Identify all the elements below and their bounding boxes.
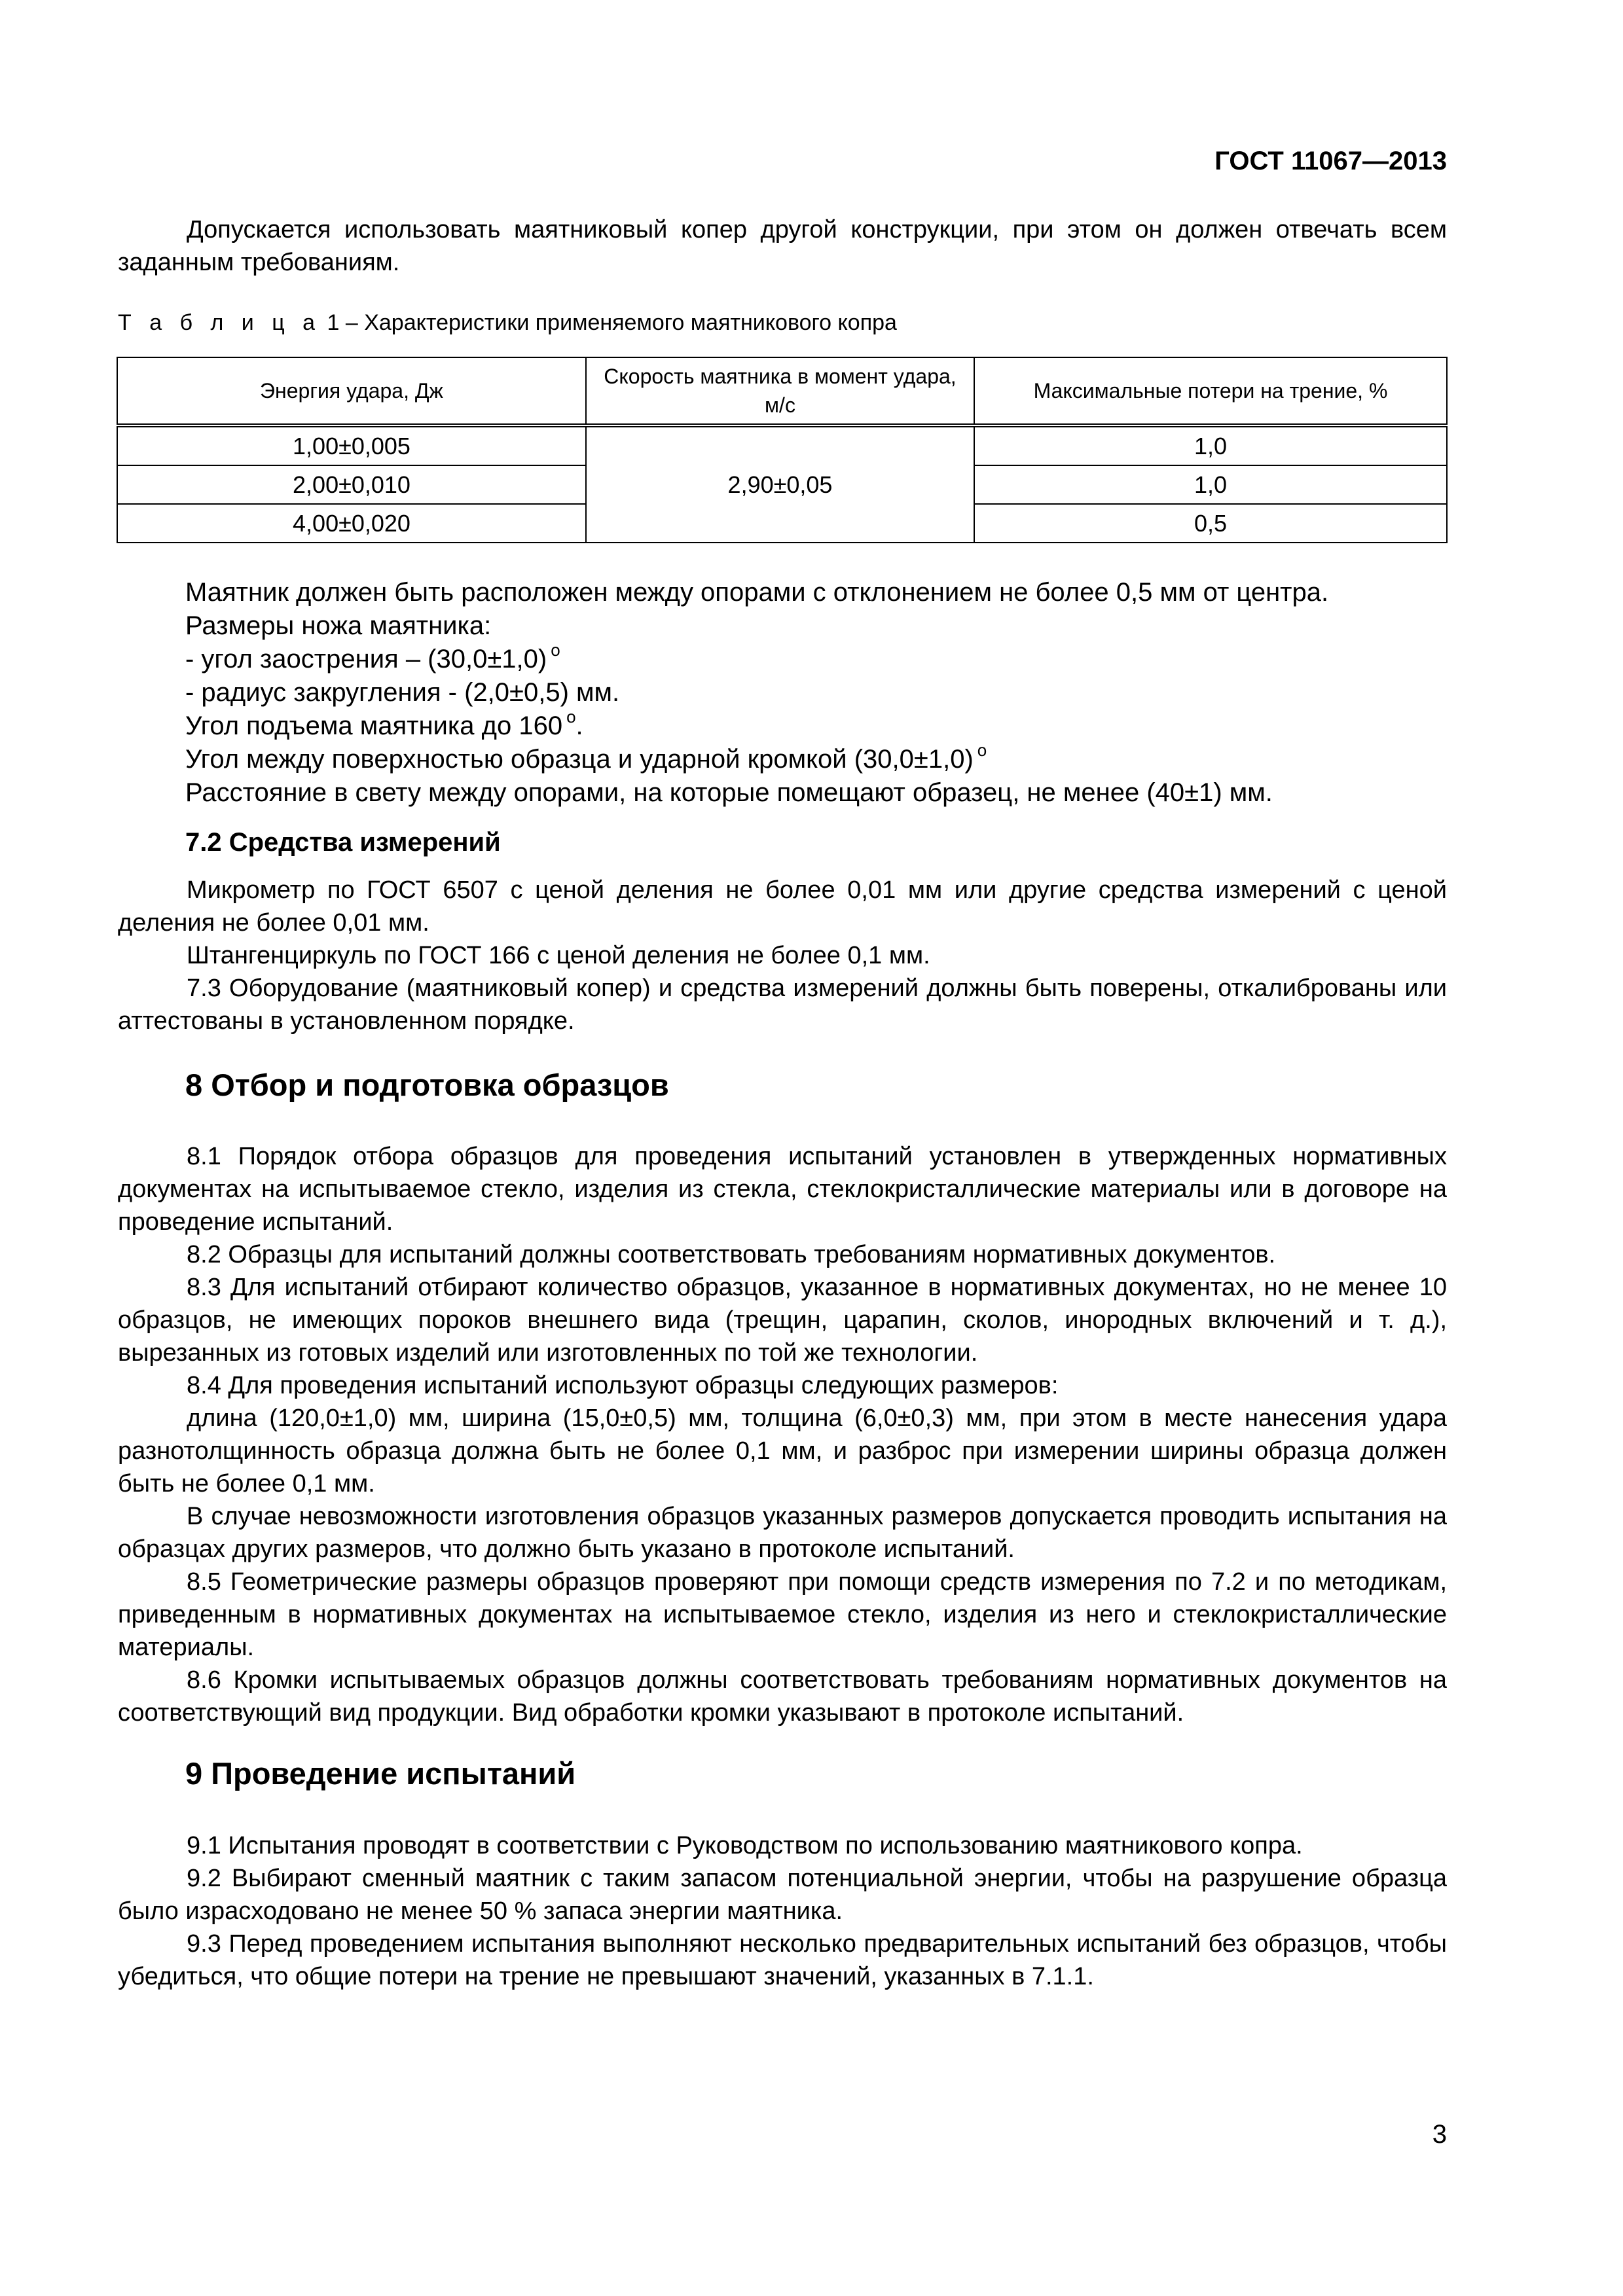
page-number: 3: [1432, 2120, 1447, 2149]
subsection-7-2-heading: 7.2 Средства измерений: [185, 828, 501, 857]
intro-paragraph: Допускается использовать маятниковый копер другой конструкции, при этом он должен отвечать всем заданным требованиям.: [118, 216, 1447, 276]
micrometer-paragraph: Микрометр по ГОСТ 6507 с ценой деления не более 0,01 мм или другие средства измерений с ценой деления не более 0,01 мм.: [118, 876, 1447, 937]
sharpening-angle-line: [185, 640, 560, 679]
header-pendulum-speed: Скорость маятника в момент удара, м/с: [586, 357, 974, 425]
cell-speed-merged: 2,90±0,05: [586, 425, 974, 543]
rounding-radius-line: - радиус закругления - (2,0±0,5) мм.: [185, 678, 620, 707]
paragraph-7-3: 7.3 Оборудование (маятниковый копер) и средства измерений должны быть поверены, откалиброваны или аттестованы в установленном порядке.: [118, 975, 1447, 1035]
paragraph-8-1: 8.1 Порядок отбора образцов для проведения испытаний установлен в утвержденных нормативных документах на испытываемое стекло, изделия из стекла, стеклокристаллические материалы или в договоре на проведение испытаний.: [118, 1143, 1447, 1236]
cell-energy: 2,00±0,010: [117, 465, 586, 504]
edge-angle-text: Угол между поверхностью образца и ударной кромкой (30,0±1,0): [185, 745, 974, 774]
paragraph-8-6: 8.6 Кромки испытываемых образцов должны соответствовать требованиям нормативных документов на соответствующий вид продукции. Вид обработки кромки указывают в протоколе испытаний.: [118, 1666, 1447, 1727]
paragraph-8-3: 8.3 Для испытаний отбирают количество образцов, указанное в нормативных документах, но не менее 10 образцов, не имеющих пороков внешнего вида (трещин, царапин, сколов, инородных включений и т. д.), вырезанных из готовых изделий или изготовленных по той же технологии.: [118, 1274, 1447, 1367]
cell-losses: 1,0: [974, 425, 1447, 465]
lift-angle-text: Угол подъема маятника до 160: [185, 711, 563, 740]
lift-angle-tail: .: [575, 711, 583, 740]
pendulum-characteristics-table: [117, 357, 1448, 543]
edge-angle-line: [185, 740, 987, 779]
section-9-heading: 9 Проведение испытаний: [185, 1756, 576, 1791]
cell-losses: 1,0: [974, 465, 1447, 504]
cell-losses: 0,5: [974, 504, 1447, 543]
lift-angle-line: [185, 709, 583, 745]
table-header-row: [117, 357, 1447, 425]
paragraph-9-1: 9.1 Испытания проводят в соответствии с Руководством по использованию маятникового копра.: [187, 1832, 1303, 1859]
header-impact-energy: Энергия удара, Дж: [117, 357, 586, 425]
cell-energy: 1,00±0,005: [117, 425, 586, 465]
degree-sign: о: [977, 740, 987, 760]
paragraph-8-4-alternative: В случае невозможности изготовления образцов указанных размеров допускается проводить испытания на образцах других размеров, что должно быть указано в протоколе испытаний.: [118, 1503, 1447, 1563]
degree-sign: о: [566, 707, 576, 726]
paragraph-9-2: 9.2 Выбирают сменный маятник с таким запасом потенциальной энергии, чтобы на разрушение образца было израсходовано не менее 50 % запаса энергии маятника.: [118, 1865, 1447, 1925]
paragraph-8-5: 8.5 Геометрические размеры образцов проверяют при помощи средств измерения по 7.2 и по методикам, приведенным в нормативных документах на испытываемое стекло, изделия из него и стеклокристаллические материалы.: [118, 1568, 1447, 1661]
document-code-header: ГОСТ 11067—2013: [1214, 147, 1447, 175]
table-caption: [118, 308, 1447, 338]
knife-dimensions-line: Размеры ножа маятника:: [185, 611, 492, 640]
table-caption-text: 1 – Характеристики применяемого маятникового копра: [327, 310, 897, 335]
pendulum-position-line: Маятник должен быть расположен между опорами с отклонением не более 0,5 мм от центра.: [185, 578, 1329, 607]
paragraph-8-4: 8.4 Для проведения испытаний используют образцы следующих размеров:: [187, 1372, 1059, 1399]
paragraph-8-2: 8.2 Образцы для испытаний должны соответствовать требованиям нормативных документов.: [187, 1241, 1276, 1268]
table-caption-prefix: Т а б л и ц а: [118, 310, 321, 335]
table-row: [117, 425, 1447, 465]
paragraph-9-3: 9.3 Перед проведением испытания выполняют несколько предварительных испытаний без образцов, чтобы убедиться, что общие потери на трение не превышают значений, указанных в 7.1.1.: [118, 1930, 1447, 1990]
paragraph-8-4-dimensions: длина (120,0±1,0) мм, ширина (15,0±0,5) мм, толщина (6,0±0,3) мм, при этом в месте нанесения удара разнотолщинность образца должна быть не более 0,1 мм, и разброс при измерении ширины образца должен быть не более 0,1 мм.: [118, 1405, 1447, 1498]
header-friction-losses: Максимальные потери на трение, %: [974, 357, 1447, 425]
section-8-heading: 8 Отбор и подготовка образцов: [185, 1067, 669, 1102]
degree-sign: о: [551, 640, 560, 660]
sharpening-angle-text: - угол заострения – (30,0±1,0): [185, 645, 547, 673]
caliper-paragraph: Штангенциркуль по ГОСТ 166 с ценой деления не более 0,1 мм.: [187, 942, 930, 969]
cell-energy: 4,00±0,020: [117, 504, 586, 543]
support-distance-line: Расстояние в свету между опорами, на которые помещают образец, не менее (40±1) мм.: [185, 778, 1273, 807]
